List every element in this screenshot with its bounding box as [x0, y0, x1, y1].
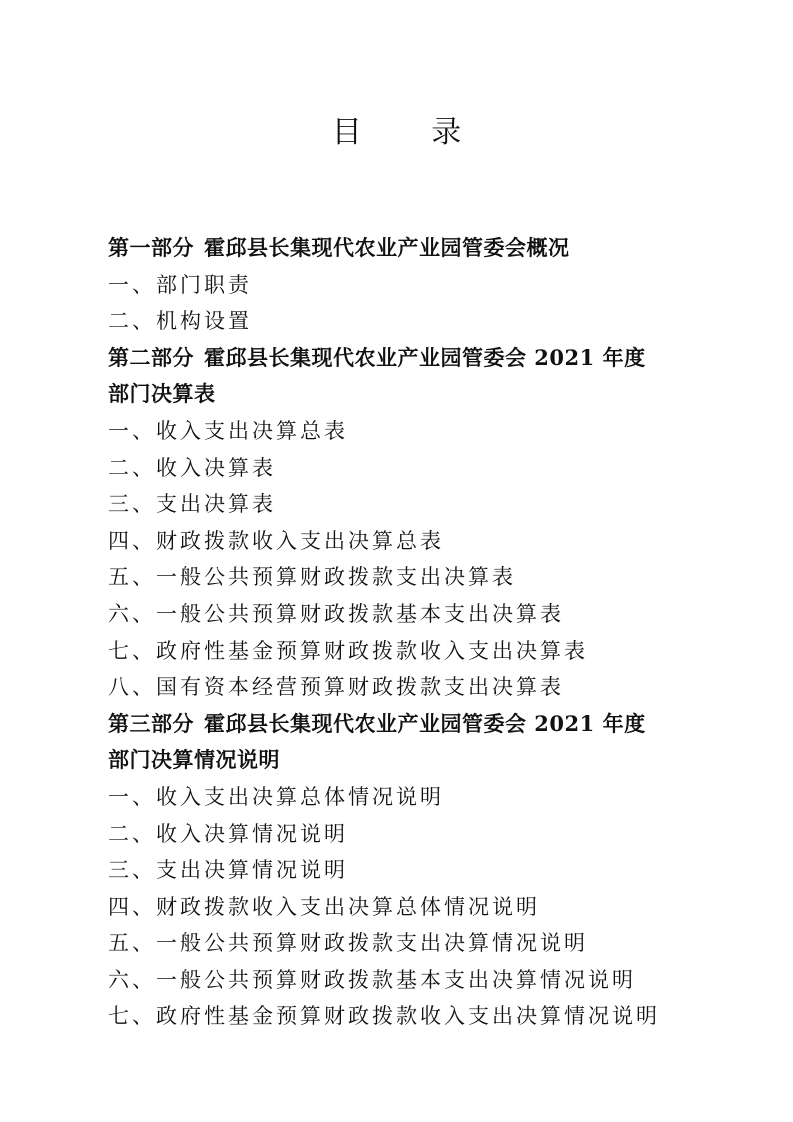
- toc-part-heading: [108, 340, 708, 377]
- toc-item: 六、一般公共预算财政拨款基本支出决算表: [108, 601, 564, 626]
- part-title: 霍邱县长集现代农业产业园管委会 2021 年度: [204, 344, 646, 370]
- part-label: 第三部分: [108, 710, 194, 736]
- toc-part-heading-continued: 部门决算表: [108, 381, 216, 407]
- toc-item: 七、政府性基金预算财政拨款收入支出决算情况说明: [108, 1004, 660, 1029]
- toc-item: 二、收入决算情况说明: [108, 821, 348, 846]
- toc-item: 五、一般公共预算财政拨款支出决算情况说明: [108, 931, 588, 956]
- toc-item: 六、一般公共预算财政拨款基本支出决算情况说明: [108, 967, 636, 992]
- toc-item: 二、机构设置: [108, 309, 252, 334]
- toc-item: 七、政府性基金预算财政拨款收入支出决算表: [108, 638, 588, 663]
- toc-item: 四、财政拨款收入支出决算总表: [108, 528, 444, 553]
- toc-part-heading: [108, 230, 708, 267]
- toc-item: 二、收入决算表: [108, 455, 276, 480]
- toc-item: 三、支出决算情况说明: [108, 858, 348, 883]
- part-label: 第二部分: [108, 344, 194, 370]
- toc-item: 四、财政拨款收入支出决算总体情况说明: [108, 894, 540, 919]
- toc-part-heading-continued: 部门决算情况说明: [108, 747, 280, 773]
- toc-item: 一、部门职责: [108, 272, 252, 297]
- toc-item: 一、收入支出决算总体情况说明: [108, 784, 444, 809]
- part-title: 霍邱县长集现代农业产业园管委会 2021 年度: [204, 710, 646, 736]
- table-of-contents: [108, 230, 708, 1035]
- toc-item: 三、支出决算表: [108, 492, 276, 517]
- part-title: 霍邱县长集现代农业产业园管委会概况: [204, 235, 570, 260]
- toc-item: 五、一般公共预算财政拨款支出决算表: [108, 565, 516, 590]
- part-label: 第一部分: [108, 235, 194, 260]
- toc-part-heading: [108, 706, 708, 743]
- page-title: 目 录: [331, 115, 492, 150]
- toc-item: 八、国有资本经营预算财政拨款支出决算表: [108, 675, 564, 700]
- toc-item: 一、收入支出决算总表: [108, 418, 348, 443]
